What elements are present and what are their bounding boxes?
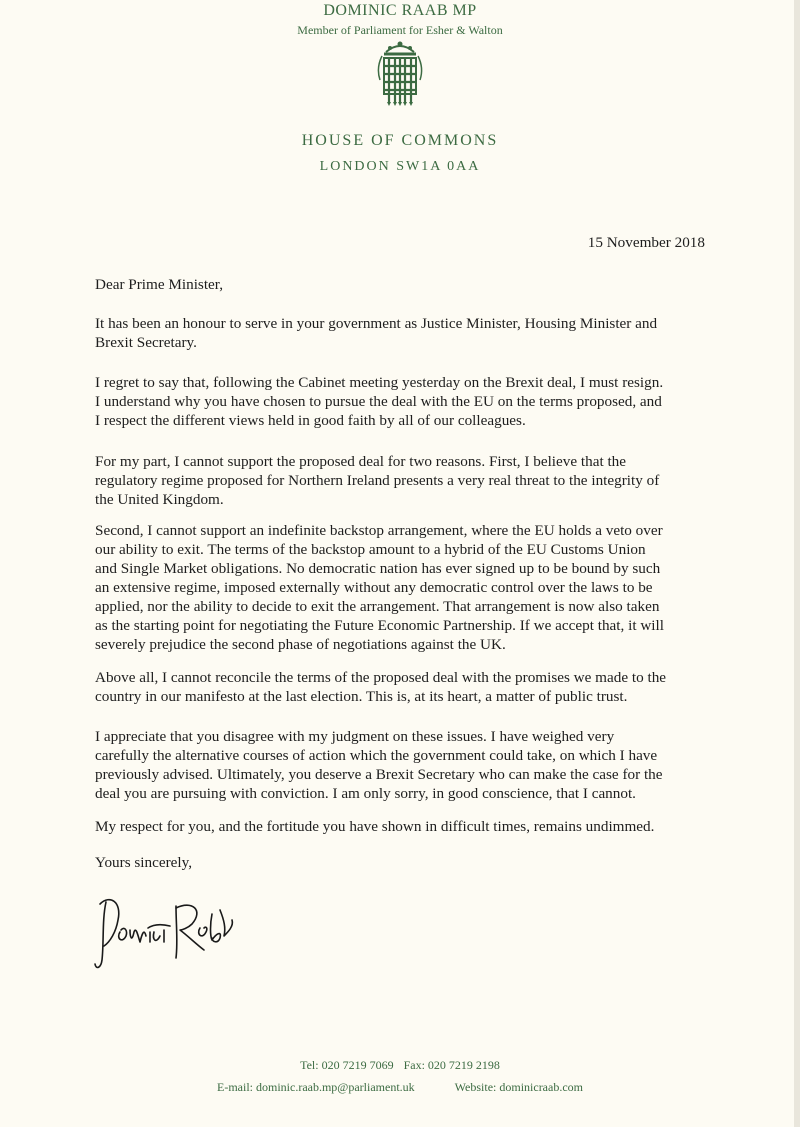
paragraph-5 (95, 668, 715, 706)
salutation: Dear Prime Minister, (95, 276, 224, 293)
paragraph-line: Brexit Secretary. (95, 334, 197, 351)
closing: Yours sincerely, (95, 854, 193, 871)
paragraph-line: country in our manifesto at the last election. This is, at its heart, a matter of public trust. (95, 688, 628, 705)
paragraph-line: I appreciate that you disagree with my judgment on these issues. I have weighed very (95, 728, 615, 745)
signature-icon (92, 880, 242, 975)
paragraph-line: and Single Market obligations. No democratic nation has ever signed up to be bound by such (95, 560, 661, 577)
paragraph-line: I understand why you have chosen to pursue the deal with the EU on the terms proposed, and (95, 393, 662, 410)
paragraph-line: deal you are pursuing with conviction. I am only sorry, in good conscience, that I cannot. (95, 785, 636, 802)
paragraph-line: carefully the alternative courses of action which the government could take, on which I have (95, 747, 658, 764)
letterhead-house: HOUSE OF COMMONS (301, 132, 499, 149)
paragraph-line: as the starting point for negotiating the Future Economic Partnership. If we accept that, it will (95, 617, 664, 634)
paragraph-line: I respect the different views held in good faith by all of our colleagues. (95, 412, 526, 429)
paragraph-4 (95, 521, 715, 654)
letterhead-address: LONDON SW1A 0AA (319, 159, 481, 174)
footer-contact-phone (0, 1058, 800, 1073)
paragraph-line: our ability to exit. The terms of the backstop amount to a hybrid of the EU Customs Union (95, 541, 646, 558)
footer-fax: Fax: 020 7219 2198 (403, 1058, 500, 1072)
paragraph-line: Second, I cannot support an indefinite backstop arrangement, where the EU holds a veto over (95, 522, 663, 539)
letterhead-constituency: Member of Parliament for Esher & Walton (297, 23, 503, 37)
paragraph-6 (95, 727, 715, 803)
paragraph-line: an extensive regime, imposed externally without any democratic control over the laws to be (95, 579, 653, 596)
paragraph-7 (95, 817, 715, 836)
footer-email: E-mail: dominic.raab.mp@parliament.uk (217, 1080, 415, 1094)
paragraph-line: My respect for you, and the fortitude you have shown in difficult times, remains undimmed. (95, 818, 655, 835)
footer-tel: Tel: 020 7219 7069 (300, 1058, 394, 1072)
footer-website: Website: dominicraab.com (454, 1080, 583, 1094)
paragraph-line: I regret to say that, following the Cabinet meeting yesterday on the Brexit deal, I must resign. (95, 374, 664, 391)
footer-contact-online (0, 1080, 800, 1095)
paragraph-line: previously advised. Ultimately, you deserve a Brexit Secretary who can make the case for the (95, 766, 663, 783)
portcullis-icon (372, 40, 428, 106)
paragraph-1 (95, 314, 715, 352)
paragraph-2 (95, 373, 715, 430)
paragraph-line: the United Kingdom. (95, 491, 224, 508)
paragraph-line: regulatory regime proposed for Northern Ireland presents a very real threat to the integrity of (95, 472, 660, 489)
paragraph-line: It has been an honour to serve in your government as Justice Minister, Housing Minister and (95, 315, 658, 332)
paragraph-line: For my part, I cannot support the proposed deal for two reasons. First, I believe that the (95, 453, 627, 470)
paragraph-3 (95, 452, 715, 509)
paragraph-line: applied, nor the ability to decide to exit the arrangement. That arrangement is now also taken (95, 598, 660, 615)
paragraph-line: Above all, I cannot reconcile the terms of the proposed deal with the promises we made to the (95, 669, 667, 686)
paragraph-line: severely prejudice the second phase of negotiations against the UK. (95, 636, 506, 653)
letter-date: 15 November 2018 (587, 234, 705, 251)
letterhead-name: DOMINIC RAAB MP (323, 2, 477, 19)
